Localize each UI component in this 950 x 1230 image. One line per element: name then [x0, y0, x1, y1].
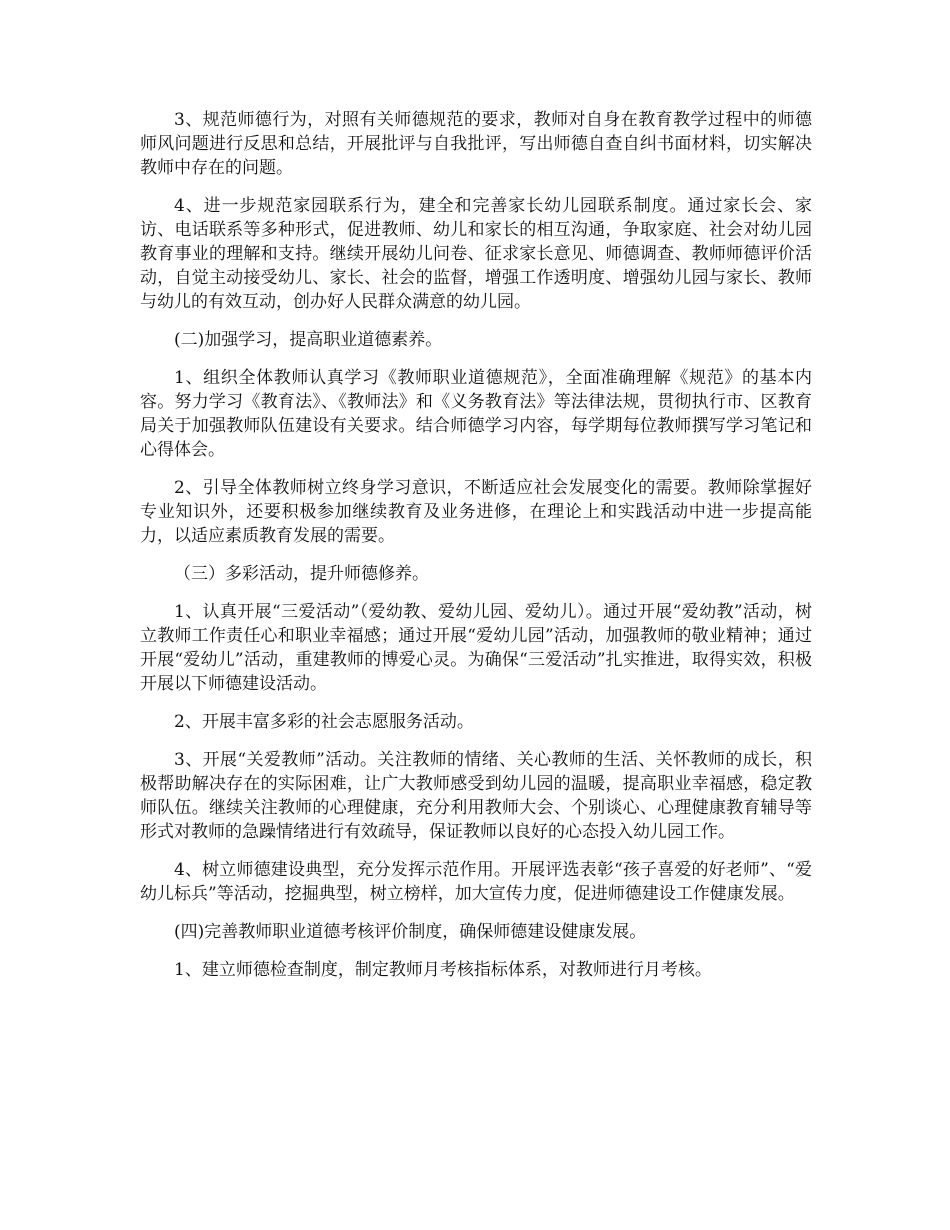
document-body [140, 108, 812, 996]
paragraph-1-study-norms: 1、组织全体教师认真学习《教师职业道德规范》，全面准确理解《规范》的基本内容。努力学习《教育法》、《教师法》和《义务教育法》等法律法规，贯彻执行市、区教育局关于加强教师队伍建设有关要求。结合师德学习内容，每学期每位教师撰写学习笔记和心得体会。 [140, 368, 812, 460]
paragraph-1-inspection-system: 1、建立师德检查制度，制定教师月考核指标体系，对教师进行月考核。 [174, 960, 712, 980]
paragraph-3-care-for-teachers: 3、开展“关爱教师”活动。关注教师的情绪、关心教师的生活、关怀教师的成长，积极帮助解决存在的实际困难，让广大教师感受到幼儿园的温暖，提高职业幸福感，稳定教师队伍。继续关注教师的心理健康，充分利用教师大会、个别谈心、心理健康教育辅导等形式对教师的急躁情绪进行有效疏导，保证教师以良好的心态投入幼儿园工作。 [140, 750, 812, 842]
section-heading-3-activities: （三）多彩活动，提升师德修养。 [174, 564, 429, 584]
section-heading-2-strengthen-study: (二)加强学习，提高职业道德素养。 [174, 330, 443, 350]
section-heading-4-evaluation-system: (四)完善教师职业道德考核评价制度，确保师德建设健康发展。 [174, 922, 647, 942]
paragraph-2-volunteer-service: 2、开展丰富多彩的社会志愿服务活动。 [174, 712, 474, 732]
paragraph-1-three-loves-activity: 1、认真开展“三爱活动”（爱幼教、爱幼儿园、爱幼儿）。通过开展“爱幼教”活动，树立教师工作责任心和职业幸福感；通过开展“爱幼儿园”活动，加强教师的敬业精神；通过开展“爱幼儿”活动，重建教师的博爱心灵。为确保“三爱活动”扎实推进，取得实效，积极开展以下师德建设活动。 [140, 602, 812, 694]
paragraph-2-lifelong-learning: 2、引导全体教师树立终身学习意识，不断适应社会发展变化的需要。教师除掌握好专业知识外，还要积极参加继续教育及业务进修，在理论上和实践活动中进一步提高能力，以适应素质教育发展的需要。 [140, 478, 812, 546]
paragraph-4-role-models: 4、树立师德建设典型，充分发挥示范作用。开展评选表彰“孩子喜爱的好老师”、“爱幼儿标兵”等活动，挖掘典型，树立榜样，加大宣传力度，促进师德建设工作健康发展。 [140, 860, 812, 904]
paragraph-3-regulate-conduct: 3、规范师德行为，对照有关师德规范的要求，教师对自身在教育教学过程中的师德师风问题进行反思和总结，开展批评与自我批评，写出师德自查自纠书面材料，切实解决教师中存在的问题。 [140, 110, 812, 178]
paragraph-4-home-school-contact: 4、进一步规范家园联系行为，建全和完善家长幼儿园联系制度。通过家长会、家访、电话联系等多种形式，促进教师、幼儿和家长的相互沟通，争取家庭、社会对幼儿园教育事业的理解和支持。继续开展幼儿问卷、征求家长意见、师德调查、教师师德评价活动，自觉主动接受幼儿、家长、社会的监督，增强工作透明度、增强幼儿园与家长、教师与幼儿的有效互动，创办好人民群众满意的幼儿园。 [140, 196, 812, 312]
